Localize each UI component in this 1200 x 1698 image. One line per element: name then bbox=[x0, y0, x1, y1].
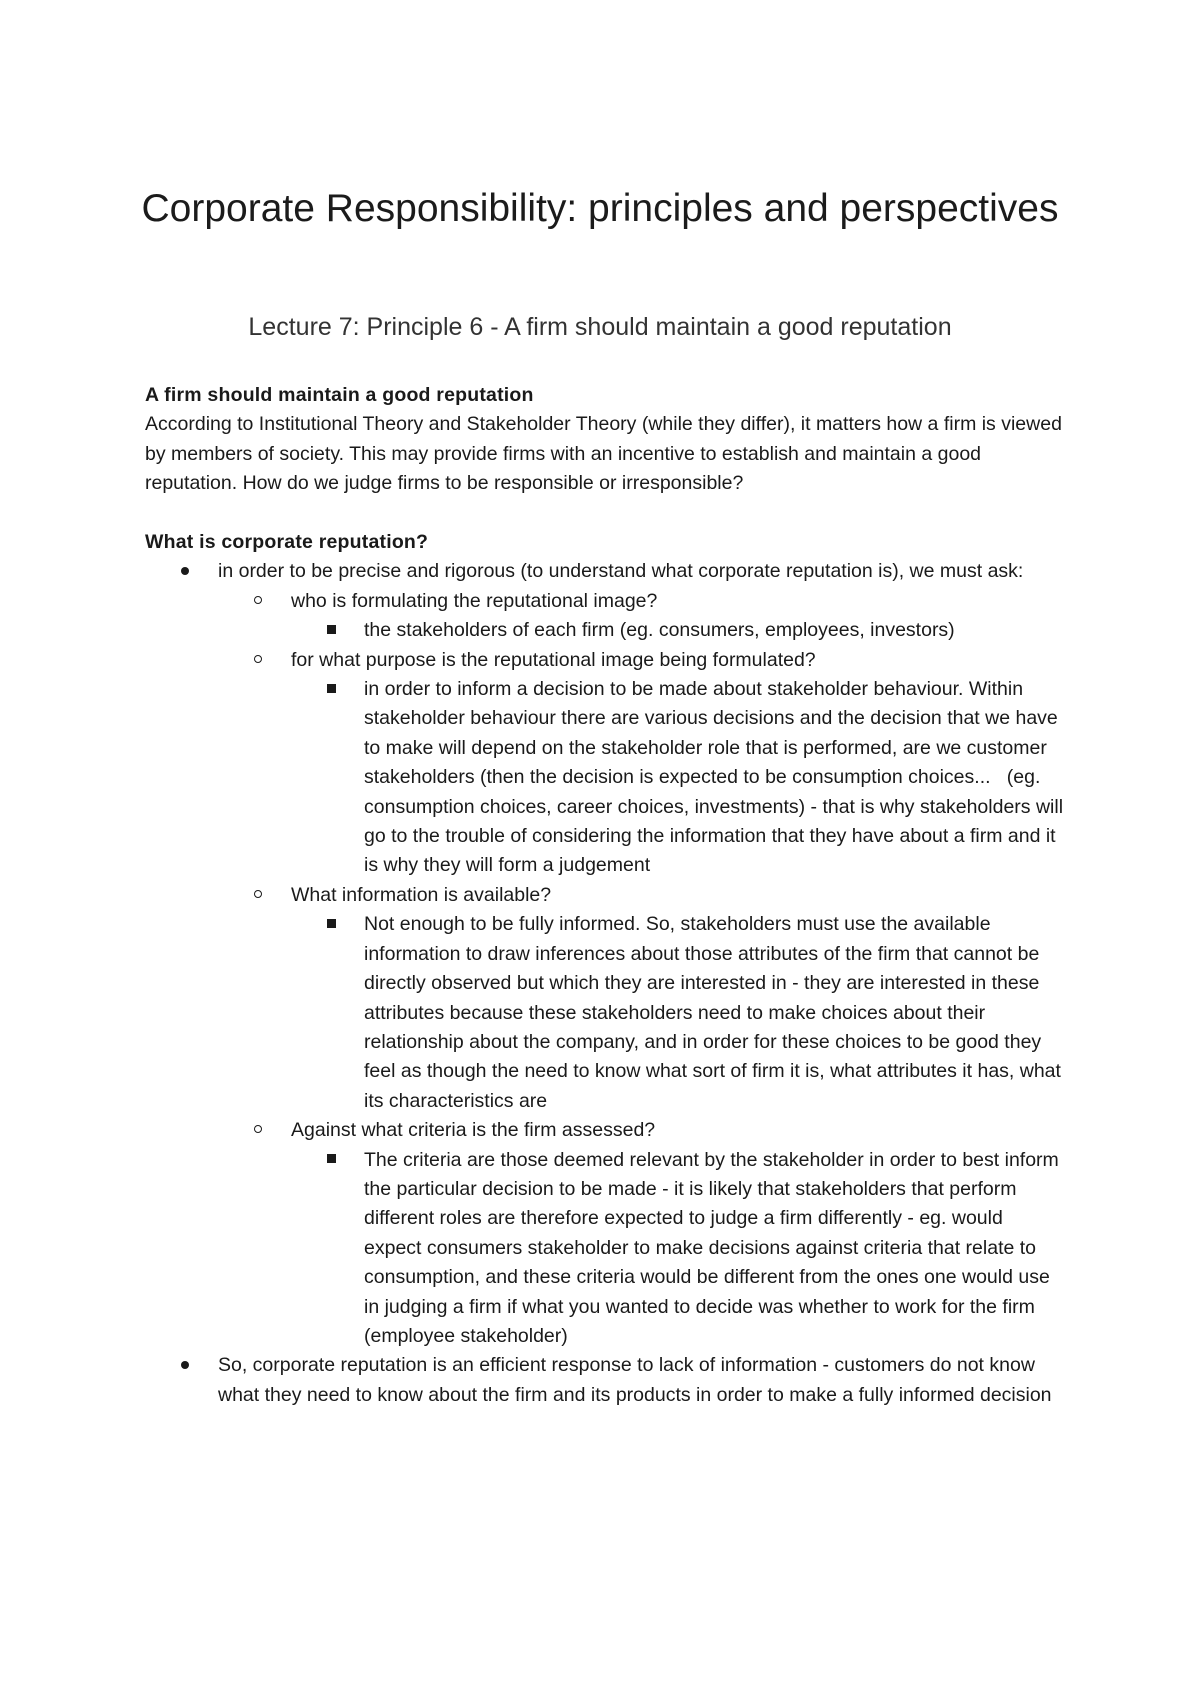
list-item bbox=[145, 587, 1065, 616]
list-item-text: So, corporate reputation is an efficient response to lack of information - customers do not know what they need to know about the firm and its products in order to make a fully informed decision bbox=[218, 1354, 1052, 1406]
list-item-text: Not enough to be fully informed. So, stakeholders must use the available information to draw inferences about those attributes of the firm that cannot be directly observed but which they are interested in - they are interested in these attributes because these stakeholders need to make choices about their relationship about the company, and in order for these choices to be good they feel as though the need to know what sort of firm it is, what attributes it has, what its characteristics are bbox=[364, 913, 1061, 1112]
list-item bbox=[145, 557, 1065, 586]
list-item bbox=[145, 646, 1065, 675]
section-heading-what-is-reputation: What is corporate reputation? bbox=[145, 531, 429, 554]
list-item bbox=[145, 881, 1065, 910]
list-item bbox=[145, 1351, 1065, 1410]
bullet-circle-icon bbox=[248, 646, 268, 675]
bullet-list bbox=[145, 557, 1065, 1410]
bullet-square-icon bbox=[321, 616, 341, 645]
bullet-circle-icon bbox=[248, 1116, 268, 1145]
list-item-text: Against what criteria is the firm assessed? bbox=[291, 1119, 656, 1142]
section-heading-reputation: A firm should maintain a good reputation bbox=[145, 384, 534, 406]
bullet-square-icon bbox=[321, 910, 341, 939]
list-item-text: for what purpose is the reputational image being formulated? bbox=[291, 648, 816, 671]
bullet-dot-icon bbox=[175, 557, 195, 586]
paragraph-spacer bbox=[145, 499, 1065, 528]
list-item-text: in order to be precise and rigorous (to understand what corporate reputation is), we must ask: bbox=[218, 560, 1024, 583]
list-item-text: who is formulating the reputational image? bbox=[291, 589, 658, 612]
list-item-text: the stakeholders of each firm (eg. consumers, employees, investors) bbox=[364, 619, 955, 642]
list-item bbox=[145, 1116, 1065, 1145]
list-item-text: The criteria are those deemed relevant by the stakeholder in order to best inform the particular decision to be made - it is likely that stakeholders that perform different roles are therefore expected to judge a firm differently - eg. would expect consumers stakeholder to make decisions against criteria that relate to consumption, and these criteria would be different from the ones one would use in judging a firm if what you wanted to decide was whether to work for the firm (employee stakeholder) bbox=[364, 1148, 1059, 1347]
bullet-square-icon bbox=[321, 675, 341, 704]
document-subtitle: Lecture 7: Principle 6 - A firm should maintain a good reputation bbox=[248, 313, 952, 341]
list-item bbox=[145, 616, 1065, 645]
list-item bbox=[145, 675, 1065, 881]
list-item-text: in order to inform a decision to be made about stakeholder behaviour. Within stakeholder behaviour there are various decisions and the decision that we have to make will depend on the stakeholder role that is performed, are we customer stakeholders (then the decision is expected to be consumption choices... (eg. consumption choices, career choices, investments) - that is why stakeholders will go to the trouble of considering the information that they have about a firm and it is why they will form a judgement bbox=[364, 678, 1064, 877]
bullet-circle-icon bbox=[248, 881, 268, 910]
list-item-text: What information is available? bbox=[291, 883, 552, 906]
document-title: Corporate Responsibility: principles and perspectives bbox=[141, 187, 1059, 230]
section-paragraph-reputation: According to Institutional Theory and Stakeholder Theory (while they differ), it matters how a firm is viewed by members of society. This may provide firms with an incentive to establish and maintain a good reputation. How do we judge firms to be responsible or irresponsible? bbox=[145, 413, 1062, 495]
bullet-circle-icon bbox=[248, 587, 268, 616]
bullet-square-icon bbox=[321, 1146, 341, 1175]
list-item bbox=[145, 1146, 1065, 1352]
bullet-dot-icon bbox=[175, 1351, 195, 1380]
list-item bbox=[145, 910, 1065, 1116]
document-body bbox=[145, 381, 1065, 1410]
